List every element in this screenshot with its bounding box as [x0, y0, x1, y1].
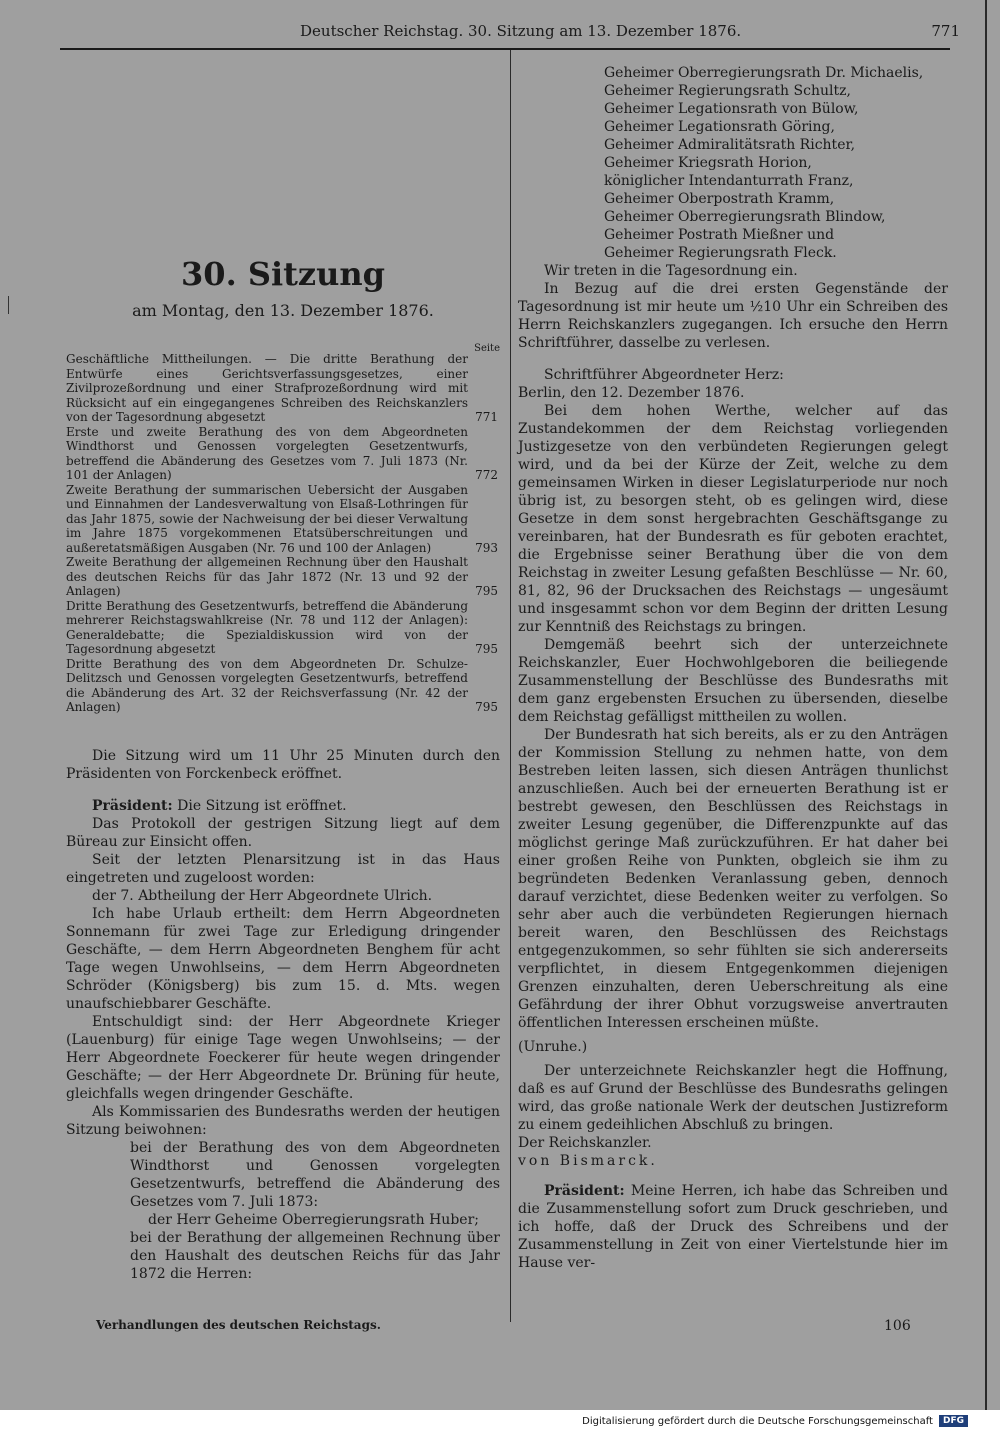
page-number: 771: [931, 22, 960, 40]
margin-mark: [8, 296, 9, 314]
left-column: [66, 50, 500, 1283]
session-title: 30. Sitzung: [181, 255, 385, 293]
list-item: Geheimer Admiralitätsrath Richter,: [604, 137, 856, 153]
president-paragraph: [518, 1182, 948, 1272]
funding-text: Digitalisierung gefördert durch die Deutsche Forschungsgemeinschaft: [582, 1415, 933, 1427]
session-date: am Montag, den 13. Dezember 1876.: [132, 301, 434, 320]
list-item: Geheimer Legationsrath Göring,: [604, 119, 835, 135]
toc-entry-text: Zweite Berathung der allgemeinen Rechnung über den Haushalt des deutschen Reichs für das Jahr 1872 (Nr. 13 und 92 der Anlagen): [66, 555, 468, 598]
paragraph: Demgemäß beehrt sich der unterzeichnete Reichskanzler, Euer Hochwohlgeboren die beiliegende Zusammenstellung der Beschlüsse des Bundesraths mit dem ganz ergebensten Ersuchen zu übersenden, dieselbe dem Reichstag gefälligst mittheilen zu wollen.: [518, 637, 948, 725]
paragraph: bei der Berathung der allgemeinen Rechnung über den Haushalt des deutschen Reichs für das Jahr 1872 die Herren:: [130, 1229, 500, 1282]
commissioner-list: [518, 64, 948, 262]
letter-date: Berlin, den 12. Dezember 1876.: [518, 385, 745, 401]
toc-page: 793: [475, 540, 498, 555]
paragraph: Wir treten in die Tagesordnung ein.: [544, 263, 798, 279]
toc-page: 795: [475, 700, 498, 714]
president-paragraph: [66, 797, 500, 815]
list-item: Geheimer Oberpostrath Kramm,: [604, 191, 835, 207]
toc-page: 772: [475, 468, 498, 482]
table-of-contents: [66, 352, 500, 715]
funding-notice: [582, 1412, 968, 1430]
speaker-line: Schriftführer Abgeordneter Herz:: [544, 367, 784, 383]
paragraph: Entschuldigt sind: der Herr Abgeordnete Krieger (Lauenburg) für einige Tage wegen Unwohlseins; — der Herr Abgeordnete Foeckerer für heute wegen dringender Geschäfte; — der Herr Abgeordnete Dr. Brüning für heute, gleichfalls wegen dringender Geschäfte.: [66, 1013, 500, 1102]
toc-entry: [66, 599, 500, 657]
president-text: Die Sitzung ist eröffnet.: [172, 797, 347, 814]
toc-entry: [66, 555, 500, 599]
right-column: [518, 64, 948, 1272]
toc-page: 771: [475, 410, 498, 424]
toc-page: 795: [475, 584, 498, 598]
toc-page: 795: [475, 642, 498, 656]
toc-entry: [66, 657, 500, 715]
list-item: Geheimer Kriegsrath Horion,: [604, 155, 812, 171]
paragraph: Der unterzeichnete Reichskanzler hegt die Hoffnung, daß es auf Grund der Beschlüsse des Bundesraths gelingen wird, das große nationale Werk der deutschen Justizreform zu einem gedeihlichen Abschluß zu bringen.: [518, 1063, 948, 1133]
running-title: Deutscher Reichstag. 30. Sitzung am 13. Dezember 1876.: [300, 22, 742, 40]
paragraph: der 7. Abtheilung der Herr Abgeordnete Ulrich.: [92, 887, 433, 904]
paragraph: Als Kommissarien des Bundesraths werden der heutigen Sitzung beiwohnen:: [66, 1103, 500, 1138]
paragraph: der Herr Geheime Oberregierungsrath Huber;: [148, 1211, 479, 1228]
president-text: Meine Herren, ich habe das Schreiben und die Zusammenstellung sofort zum Druck geschrieben, und ich hoffe, daß der Druck des Schreibens und der Zusammenstellung in Zeit von einer Viertelstunde hier im Hause ver-: [518, 1183, 948, 1271]
list-item: Geheimer Oberregierungsrath Dr. Michaelis,: [604, 65, 924, 81]
speaker-label: Präsident:: [544, 1183, 625, 1199]
list-item: Geheimer Legationsrath von Bülow,: [604, 101, 859, 117]
list-item: Geheimer Oberregierungsrath Blindow,: [604, 209, 886, 225]
toc-entry-text: Geschäftliche Mittheilungen. — Die dritte Berathung der Entwürfe eines Gerichtsverfassungsgesetzes, einer Zivilprozeßordnung und einer Strafprozeßordnung wird mit Rücksicht auf ein eingegangenes Schreiben des Reichskanzlers von der Tagesordnung abgesetzt: [66, 352, 468, 424]
column-divider: [510, 50, 511, 1322]
sheet-number: 106: [884, 1318, 911, 1334]
paragraph: In Bezug auf die drei ersten Gegenstände der Tagesordnung ist mir heute um ½10 Uhr ein Schreiben des Herrn Reichskanzlers zugegangen. Ich ersuche den Herrn Schriftführer, dasselbe zu verlesen.: [518, 281, 948, 351]
paragraph: Das Protokoll der gestrigen Sitzung liegt auf dem Büreau zur Einsicht offen.: [66, 815, 500, 850]
toc-entry-text: Zweite Berathung der summarischen Uebersicht der Ausgaben und Einnahmen der Landesverwaltung von Elsaß-Lothringen für das Jahr 1875, sowie der Nachweisung der bei dieser Verwaltung im Jahre 1875 vorgekommenen Etatsüberschreitungen und außeretatsmäßigen Ausgaben (Nr. 76 und 100 der Anlagen): [66, 482, 468, 555]
paragraph: Seit der letzten Plenarsitzung ist in das Haus eingetreten und zugeloost worden:: [66, 851, 500, 886]
footer-label: Verhandlungen des deutschen Reichstags.: [96, 1318, 381, 1332]
left-body: [66, 747, 500, 1283]
paragraph: bei der Berathung des von dem Abgeordneten Windthorst und Genossen vorgelegten Gesetzentwurfs, betreffend die Abänderung des Gesetzes vom 7. Juli 1873:: [130, 1139, 500, 1210]
list-item: Geheimer Regierungsrath Schultz,: [604, 83, 851, 99]
signature-title: Der Reichskanzler.: [518, 1135, 652, 1151]
seite-label: Seite: [474, 343, 500, 354]
dfg-logo-icon: DFG: [939, 1415, 968, 1427]
list-item: Geheimer Postrath Mießner und: [604, 227, 835, 243]
list-item: königlicher Intendanturrath Franz,: [604, 173, 854, 189]
speaker-label: Präsident:: [92, 797, 173, 814]
toc-entry: [66, 425, 500, 483]
opening-paragraph: Die Sitzung wird um 11 Uhr 25 Minuten durch den Präsidenten von Forckenbeck eröffnet.: [66, 747, 500, 782]
toc-entry: [66, 483, 500, 556]
page-edge: [985, 0, 987, 1410]
paragraph: Ich habe Urlaub ertheilt: dem Herrn Abgeordneten Sonnemann für zwei Tage zur Erledigung dringender Geschäfte, — dem Herrn Abgeordneten Benghem für acht Tage wegen Unwohlseins, — dem Herrn Abgeordneten Schröder (Königsberg) bis zum 15. d. Mts. wegen unaufschiebbarer Geschäfte.: [66, 905, 500, 1012]
signature-name: von Bismarck.: [518, 1153, 658, 1169]
running-header: [300, 22, 960, 46]
interjection: (Unruhe.): [518, 1039, 588, 1055]
toc-entry-text: Erste und zweite Berathung des von dem Abgeordneten Windthorst und Genossen vorgelegten Gesetzentwurfs, betreffend die Abänderung des Gesetzes vom 7. Juli 1873 (Nr. 101 der Anlagen): [66, 424, 468, 482]
paragraph: Bei dem hohen Werthe, welcher auf das Zustandekommen der dem Reichstag vorliegenden Justizgesetze von den verbündeten Regierungen gelegt wird, und da bei der Kürze der Zeit, welche zu dem gemeinsamen Wirken in dieser Legislaturperiode nur noch übrig ist, zu besorgen steht, ob es gelingen wird, diese Gesetze in dem sonst hergebrachten Geschäftsgange zu vereinbaren, hat der Bundesrath es für geboten erachtet, die Ergebnisse seiner Berathung über die von dem Reichstag in zweiter Lesung gefaßten Beschlüsse — Nr. 60, 81, 82, 96 der Drucksachen des Reichstags — ungesäumt und insgesammt schon vor dem Beginn der dritten Lesung zur Kenntniß des Reichstags zu bringen.: [518, 403, 948, 635]
paragraph: Der Bundesrath hat sich bereits, als er zu den Anträgen der Kommission Stellung zu nehmen hatte, von dem Bestreben leiten lassen, sich diesen Anträgen thunlichst anzuschließen. Auch bei der erneuerten Berathung ist er bestrebt gewesen, den Beschlüssen des Reichstags in zweiter Lesung gegenüber, die Differenzpunkte auf das möglichst geringe Maß zurückzuführen. Er hat daher bei einer großen Reihe von Punkten, obgleich sie ihm zu begründeten Bedenken Veranlassung geben, dennoch darauf verzichtet, diese Bedenken weiter zu verfolgen. So sehr aber auch die verbündeten Regierungen hiernach bereit waren, den Beschlüssen des Reichstags entgegenzukommen, so sehr fühlten sie sich andererseits verpflichtet, in diesem Entgegenkommen diejenigen Grenzen einzuhalten, deren Ueberschreitung als eine Gefährdung der ihrer Obhut vorzugsweise anvertrauten öffentlichen Interessen erscheinen müßte.: [518, 727, 948, 1031]
toc-entry-text: Dritte Berathung des Gesetzentwurfs, betreffend die Abänderung mehrerer Reichstagswahlkreise (Nr. 78 und 112 der Anlagen): Generaldebatte; die Spezialdiskussion wird von der Tagesordnung abgesetzt: [66, 598, 468, 656]
toc-entry-text: Dritte Berathung des von dem Abgeordneten Dr. Schulze-Delitzsch und Genossen vorgelegten Gesetzentwurfs, betreffend die Abänderung des Art. 32 der Reichsverfassung (Nr. 42 der Anlagen): [66, 656, 468, 714]
toc-entry: [66, 352, 500, 425]
list-item: Geheimer Regierungsrath Fleck.: [604, 245, 837, 261]
